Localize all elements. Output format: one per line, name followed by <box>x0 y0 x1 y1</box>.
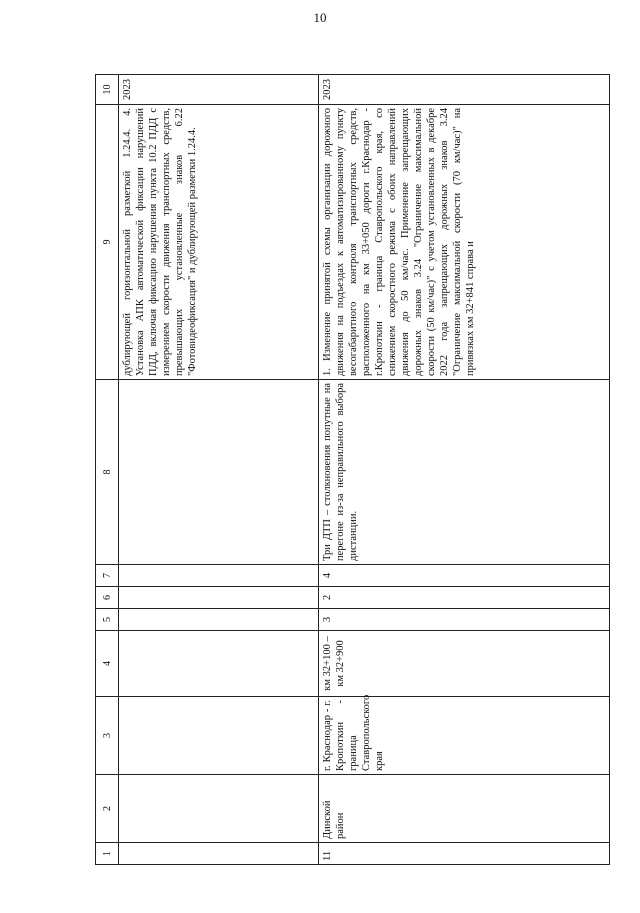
rotated-table-wrapper <box>95 75 610 865</box>
cell-empty <box>119 587 319 609</box>
col6-cell: 2 <box>319 587 610 609</box>
km-cell: км 32+100 – км 32+900 <box>319 631 610 697</box>
year-cell: 2023 <box>319 75 610 105</box>
year-cell: 2023 <box>119 75 319 105</box>
table-row <box>319 75 610 865</box>
cell-empty <box>119 775 319 843</box>
data-table <box>95 74 610 865</box>
district-cell: Динской район <box>319 775 610 843</box>
cell-empty <box>119 631 319 697</box>
header-col-7: 7 <box>96 565 119 587</box>
header-col-1: 1 <box>96 843 119 865</box>
road-cell: г. Краснодар - г. Кропоткин - граница Ставропольского края <box>319 697 610 775</box>
accidents-cell: Три ДТП – столкновения попутные на перегоне из-за неправильного выбора дистанции. <box>319 380 610 565</box>
col7-cell: 4 <box>319 565 610 587</box>
cell-empty <box>119 380 319 565</box>
header-col-9: 9 <box>96 105 119 380</box>
header-row <box>96 75 119 865</box>
header-col-2: 2 <box>96 775 119 843</box>
header-col-8: 8 <box>96 380 119 565</box>
cell-empty <box>119 609 319 631</box>
header-col-6: 6 <box>96 587 119 609</box>
header-col-4: 4 <box>96 631 119 697</box>
measures-cell: дублирующей горизонтальной разметкой 1.24.4. 4. Установка АПК автоматической фиксации нарушений ПДД, включая фиксацию нарушения пункта 10.2 ПДД с измерением скорости движения транспортных средств, превышающих установленные знаков 6.22 "Фотовидеофиксация" и дублирующей разметки 1.24.4. <box>119 105 319 380</box>
header-col-10: 10 <box>96 75 119 105</box>
continuation-row <box>119 75 319 865</box>
header-col-5: 5 <box>96 609 119 631</box>
page-number: 10 <box>313 10 327 25</box>
col5-cell: 3 <box>319 609 610 631</box>
row-number: 11 <box>319 843 610 865</box>
cell-empty <box>119 843 319 865</box>
cell-empty <box>119 565 319 587</box>
header-col-3: 3 <box>96 697 119 775</box>
measures-cell: 1. Изменение принятой схемы организации дорожного движения на подъездах к автоматизированному пункту весогабаритного контроля транспортных средств, расположенного на км 33+050 дороги г.Краснодар - г.Кропоткин - граница Ставропольского края, со снижением скоростного режима с обоих направлений движения до 50 км/час. Применение запрещающих дорожных знаков 3.24 "Ограничение максимальной скорости (50 км/час)" с учетом установленных в декабре 2022 года запрещающих дорожных знаков 3.24 "Ограничение максимальной скорости (70 км/час)" на привязках км 32+841 справа и <box>319 105 610 380</box>
cell-empty <box>119 697 319 775</box>
